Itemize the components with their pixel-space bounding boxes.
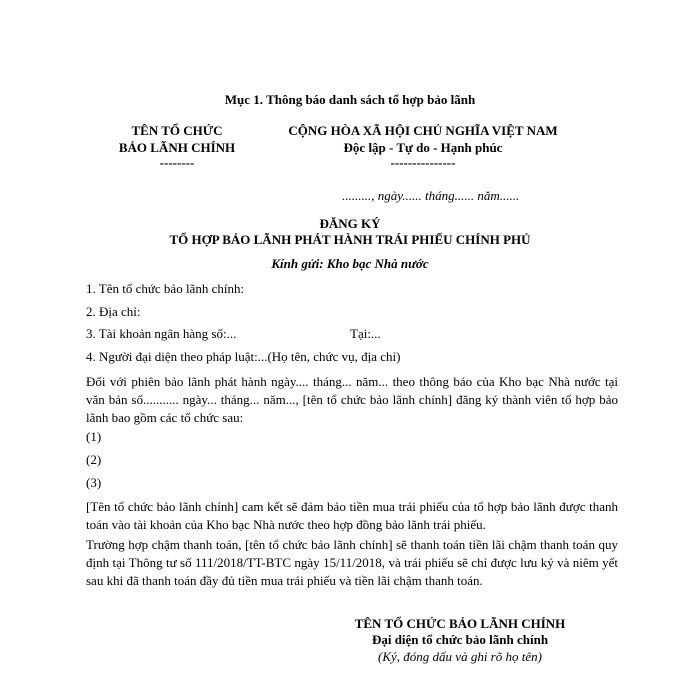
paragraph-registration: Đối với phiên bảo lãnh phát hành ngày.... tháng... năm... theo thông báo của Kho bạc Nhà nước tại văn bản số........... ngày... tháng... năm..., [tên tổ chức bảo lãnh chính] đăng ký thành viên tổ hợp bảo lãnh bao gồm các tổ chức sau: — [86, 374, 618, 425]
header-right-divider: --------------- — [390, 155, 456, 170]
list-item: (1) — [86, 429, 102, 444]
field-address: 2. Địa chỉ: — [86, 304, 141, 319]
list-item: (2) — [86, 452, 102, 467]
national-motto: Độc lập - Tự do - Hạnh phúc — [343, 140, 503, 155]
list-item: (3) — [86, 475, 102, 490]
signature-representative: Đại diện tổ chức bảo lãnh chính — [371, 632, 549, 647]
date-line: ........., ngày...... tháng...... năm...... — [342, 188, 520, 203]
signature-instruction: (Ký, đóng dấu và ghi rõ họ tên) — [378, 649, 542, 664]
paragraph-commitment: [Tên tổ chức bảo lãnh chính] cam kết sẽ đảm bảo tiền mua trái phiếu của tổ hợp bảo lãnh được thanh toán vào tài khoản của Kho bạc Nhà nước theo hợp đồng bảo lãnh trái phiếu. — [86, 499, 618, 532]
paragraph-late-payment: Trường hợp chậm thanh toán, [tên tổ chức bảo lãnh chính] sẽ thanh toán tiền lãi chậm thanh toán quy định tại Thông tư số 111/2018/TT-BTC ngày 15/11/2018, và trái phiếu sẽ chỉ được lưu ký và niêm yết sau khi đã thanh toán đầy đủ tiền mua trái phiếu và tiền lãi chậm thanh toán. — [86, 537, 618, 588]
field-legal-representative: 4. Người đại diện theo pháp luật:...(Họ tên, chức vụ, địa chỉ) — [86, 349, 401, 364]
section-title: Mục 1. Thông báo danh sách tổ hợp bảo lãnh — [224, 92, 476, 107]
header-left-divider: -------- — [159, 155, 195, 170]
recipient: Kính gửi: Kho bạc Nhà nước — [271, 256, 429, 271]
field-org-name: 1. Tên tổ chức bảo lãnh chính: — [86, 281, 245, 296]
field-bank-location: Tại:... — [350, 326, 381, 341]
signature-org-name: TÊN TỔ CHỨC BẢO LÃNH CHÍNH — [354, 616, 566, 631]
doc-title-line2: TỔ HỢP BẢO LÃNH PHÁT HÀNH TRÁI PHIẾU CHÍNH PHỦ — [169, 232, 531, 247]
doc-title-line1: ĐĂNG KÝ — [319, 216, 381, 231]
org-name-line2: BẢO LÃNH CHÍNH — [118, 140, 236, 155]
org-name-line1: TÊN TỔ CHỨC — [131, 123, 223, 138]
field-bank-account: 3. Tài khoản ngân hàng số:... — [86, 326, 237, 341]
national-title: CỘNG HÒA XÃ HỘI CHỦ NGHĨA VIỆT NAM — [288, 123, 558, 138]
